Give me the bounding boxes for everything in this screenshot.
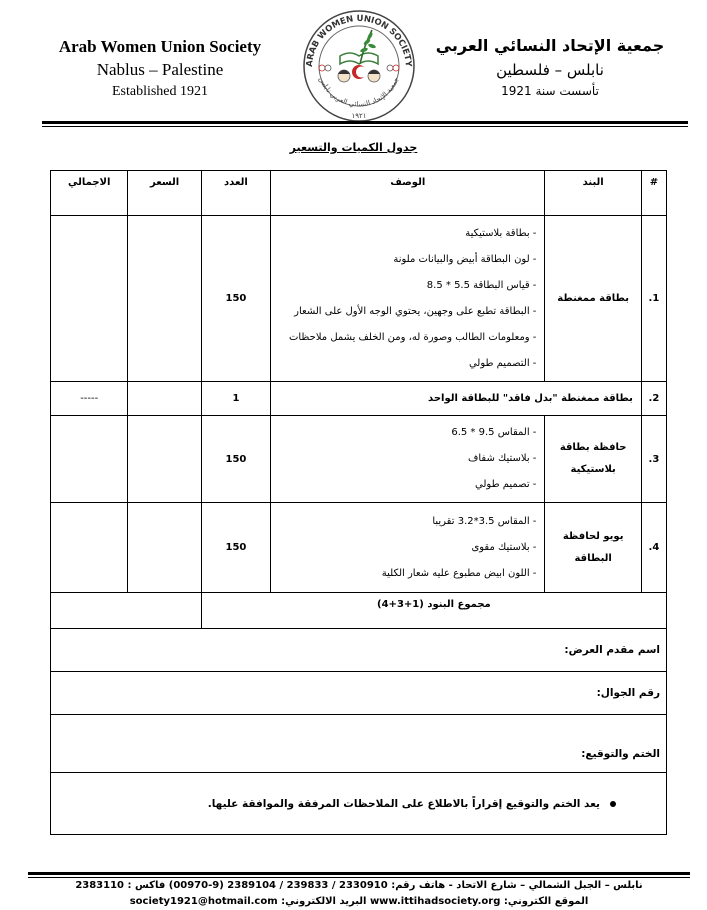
form-row [51, 629, 667, 672]
footer-address: نابلس – الجبل الشمالي – شارع الاتحاد - هاتف رقم: 2330910 / 239833 / 2389104 (9-00970) فاكس : 2383110 [75, 880, 643, 891]
org-city-en: Nablus – Palestine [96, 60, 224, 79]
desc-line: - لون البطاقة أبيض والبيانات ملونة [275, 247, 536, 273]
col-header-qty: العدد [201, 171, 270, 216]
col-header-item: البند [545, 171, 641, 216]
document-title: جدول الكميات والتسعير [289, 141, 418, 154]
row-description [271, 216, 545, 382]
row-description [271, 503, 545, 593]
row-quantity: 150 [201, 503, 270, 593]
col-header-price: السعر [128, 171, 201, 216]
form-row [51, 672, 667, 715]
desc-line: - البطاقة تطبع على وجهين، يحتوي الوجه الأول على الشعار [275, 299, 536, 325]
table-row [51, 216, 667, 382]
row-number: 2. [641, 382, 666, 416]
desc-line: - بلاستيك مقوى [275, 535, 536, 561]
row-price[interactable] [128, 382, 201, 416]
desc-line: - بلاستيك شفاف [275, 446, 536, 472]
mobile-field[interactable]: رقم الجوال: [51, 672, 667, 715]
row-total[interactable] [51, 416, 128, 503]
row-quantity: 150 [201, 416, 270, 503]
desc-line: - ومعلومات الطالب وصورة له، ومن الخلف يشمل ملاحظات [275, 325, 536, 351]
table-row [51, 382, 667, 416]
note-row [51, 773, 667, 835]
org-name-en: Arab Women Union Society [58, 37, 262, 56]
col-header-desc: الوصف [271, 171, 545, 216]
logo-crescent-icon [352, 65, 367, 79]
row-number: 1. [641, 216, 666, 382]
sum-label: مجموع البنود (1+3+4) [201, 593, 666, 629]
svg-text:ARAB WOMEN UNION SOCIETY [305, 14, 413, 68]
acknowledgement-note: يعد الختم والتوقيع إقراراً بالاطلاع على الملاحظات المرفقة والموافقة عليها. [207, 797, 600, 810]
desc-line: - اللون ابيض مطبوع عليه شعار الكلية [275, 561, 536, 587]
logo-year: ١٩٢١ [351, 112, 367, 120]
sum-value[interactable] [51, 593, 202, 629]
org-established-en: Established 1921 [111, 84, 209, 99]
row-item: بطاقة ممغنطة "بدل فاقد" للبطاقة الواحد [271, 382, 642, 416]
header-divider-thin [42, 126, 688, 127]
table-row [51, 503, 667, 593]
desc-line: - بطاقة بلاستيكية [275, 221, 536, 247]
desc-line: - قياس البطاقة 5.5 * 8.5 [275, 273, 536, 299]
col-header-total: الاجمالي [51, 171, 128, 216]
org-established-ar: تأسست سنة 1921 [501, 84, 599, 98]
col-header-num: # [641, 171, 666, 216]
row-quantity: 150 [201, 216, 270, 382]
row-price[interactable] [128, 216, 201, 382]
quantities-pricing-table [50, 170, 667, 835]
form-row [51, 715, 667, 773]
bullet-icon [610, 801, 616, 807]
org-city-ar: نابلس – فلسطين [496, 61, 604, 79]
svg-text:جمعية الإتحاد النسائي العربي ن [317, 76, 400, 109]
logo-book-icon [340, 53, 378, 64]
row-item: بطاقة ممغنطة [545, 216, 641, 382]
logo-ring-text: ARAB WOMEN UNION SOCIETY [304, 13, 414, 68]
bidder-name-field[interactable]: اسم مقدم العرض: [51, 629, 667, 672]
sum-row [51, 593, 667, 629]
row-quantity: 1 [201, 382, 270, 416]
org-name-ar: جمعية الإتحاد النسائي العربي [435, 36, 665, 55]
row-price[interactable] [128, 416, 201, 503]
footer-divider-thin [28, 877, 690, 878]
row-description [271, 416, 545, 503]
desc-line: - تصميم طولي [275, 472, 536, 498]
row-item: حافظة بطاقة بلاستيكية [545, 416, 641, 503]
row-number: 3. [641, 416, 666, 503]
row-total[interactable] [51, 503, 128, 593]
row-price[interactable] [128, 503, 201, 593]
table-header-row [51, 171, 667, 216]
society-logo [298, 6, 420, 124]
logo-olive-branch-icon [360, 30, 377, 64]
desc-line: - المقاس 9.5 * 6.5 [275, 420, 536, 446]
row-total[interactable] [51, 216, 128, 382]
footer-divider [28, 872, 690, 875]
stamp-signature-field[interactable]: الختم والتوقيع: [51, 715, 667, 773]
header-arabic [430, 34, 670, 100]
desc-line: - التصميم طولي [275, 351, 536, 377]
table-row [51, 416, 667, 503]
header-english [30, 36, 290, 102]
header-divider [42, 121, 688, 124]
row-total[interactable]: ----- [51, 382, 128, 416]
desc-line: - المقاس 3.5*3.2 تقريبا [275, 509, 536, 535]
logo-ring-arabic: جمعية الإتحاد النسائي العربي نابلس [317, 75, 401, 109]
footer-contacts: الموقع الكتروني: www.ittihadsociety.org البريد الالكتروني: society1921@hotmail.com [129, 896, 589, 907]
row-item: يويو لحافظة البطاقة [545, 503, 641, 593]
row-number: 4. [641, 503, 666, 593]
